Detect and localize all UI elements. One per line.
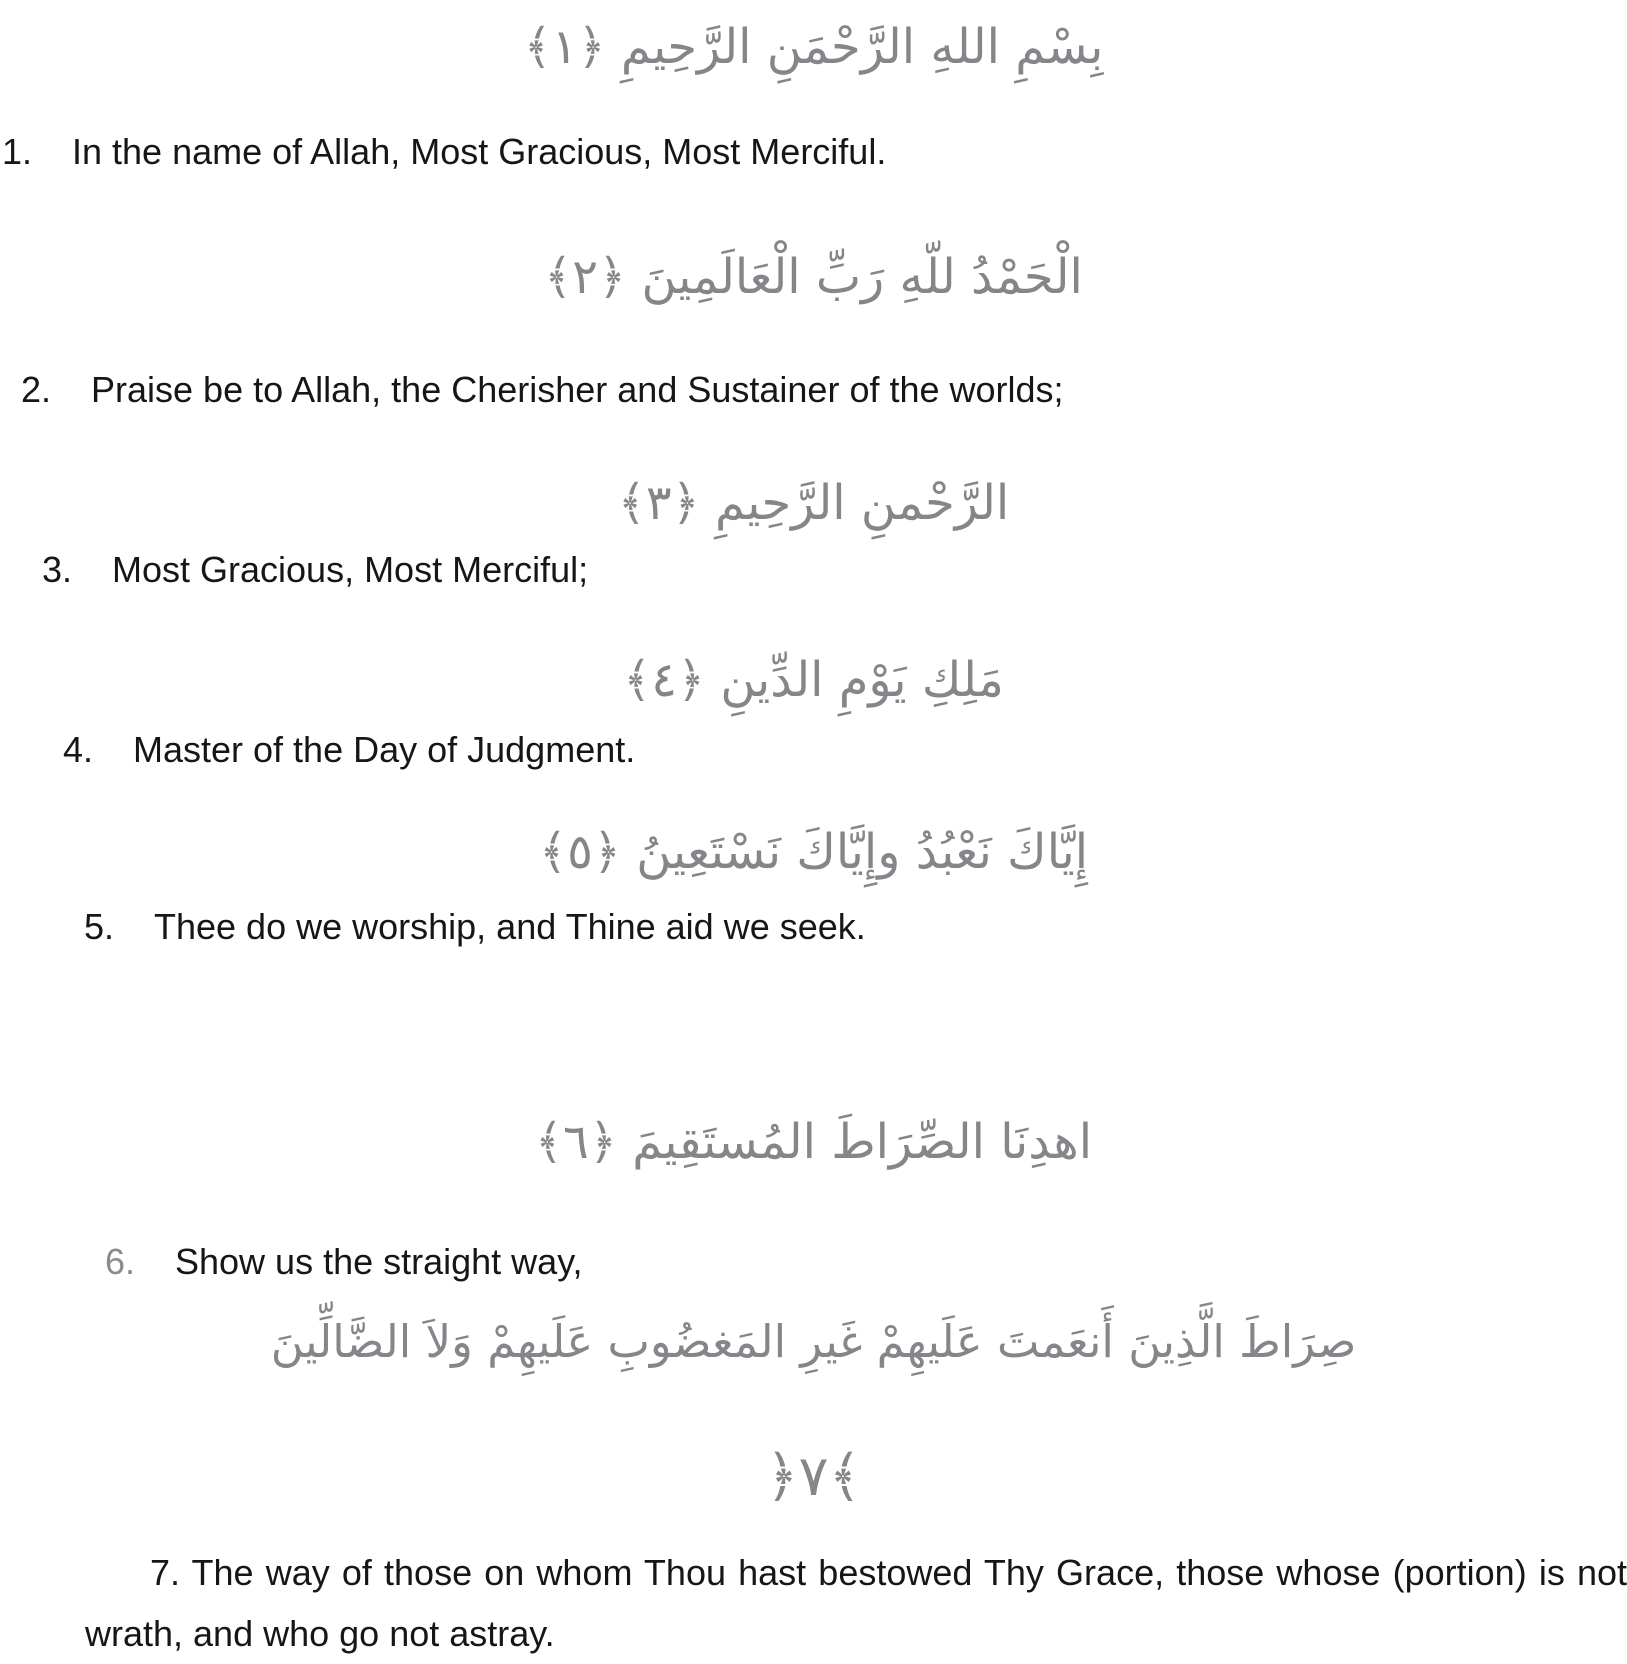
arabic-verse-7	[0, 1287, 1627, 1397]
verse-marker-3: ﴿٣﴾	[617, 475, 700, 531]
english-text-4: Master of the Day of Judgment.	[133, 729, 636, 770]
verse-number-label-7: 7.	[150, 1552, 181, 1593]
arabic-verse-6	[0, 1087, 1627, 1197]
verse-marker-5: ﴿٥﴾	[538, 824, 621, 880]
english-translation-7	[85, 1542, 1627, 1664]
arabic-verse-3	[0, 448, 1627, 558]
english-translation-1	[2, 128, 886, 176]
english-text-6: Show us the straight way,	[175, 1241, 583, 1282]
verse-marker-6: ﴿٦﴾	[534, 1114, 617, 1170]
english-translation-2	[21, 366, 1064, 414]
english-text-2: Praise be to Allah, the Cherisher and Sustainer of the worlds;	[91, 369, 1064, 410]
verse-marker-4: ﴿٤﴾	[623, 652, 706, 708]
english-translation-5	[84, 903, 866, 951]
arabic-text-1: بِسْمِ اللهِ الرَّحْمَنِ الرَّحِيمِ	[620, 19, 1104, 75]
arabic-text-4: مَلِكِ يَوْمِ الدِّينِ	[720, 652, 1004, 708]
arabic-text-5: إِيَّاكَ نَعْبُدُ وإِيَّاكَ نَسْتَعِينُ	[636, 824, 1089, 880]
english-text-7: The way of those on whom Thou hast bestowed Thy Grace, those whose (portion) is not wrath, and who go not astray.	[85, 1552, 1627, 1654]
arabic-text-2: الْحَمْدُ للّهِ رَبِّ الْعَالَمِينَ	[641, 249, 1083, 305]
verse-number-label-1: 1.	[2, 131, 33, 172]
arabic-verse-1	[0, 0, 1627, 102]
verse-number-label-2: 2.	[21, 369, 52, 410]
arabic-text-6: اهدِنَا الصِّرَاطَ المُستَقِيمَ	[632, 1114, 1093, 1170]
arabic-verse-5	[0, 797, 1627, 907]
verse-number-label-4: 4.	[63, 729, 94, 770]
verse-marker-7	[0, 1422, 1627, 1532]
english-translation-6	[105, 1238, 583, 1286]
verse-marker-1: ﴿١﴾	[523, 19, 606, 75]
english-translation-3	[42, 546, 588, 594]
english-text-3: Most Gracious, Most Merciful;	[112, 549, 589, 590]
arabic-text-3: الرَّحْمنِ الرَّحِيمِ	[715, 475, 1010, 531]
english-text-1: In the name of Allah, Most Gracious, Most Merciful.	[72, 131, 887, 172]
verse-marker-2: ﴿٢﴾	[544, 249, 627, 305]
english-translation-4	[63, 726, 635, 774]
english-text-5: Thee do we worship, and Thine aid we seek.	[154, 906, 866, 947]
arabic-text-7: صِرَاطَ الَّذِينَ أَنعَمتَ عَلَيهِمْ غَيرِ المَغضُوبِ عَلَيهِمْ وَلاَ الضَّالِّينَ	[270, 1315, 1357, 1368]
verse-number-label-3: 3.	[42, 549, 73, 590]
arabic-verse-4	[0, 625, 1627, 735]
arabic-verse-2	[0, 222, 1627, 332]
verse-number-label-6: 6.	[105, 1241, 136, 1282]
verse-number-label-5: 5.	[84, 906, 115, 947]
verse-marker-7-glyph: ﴿٧﴾	[765, 1444, 862, 1509]
